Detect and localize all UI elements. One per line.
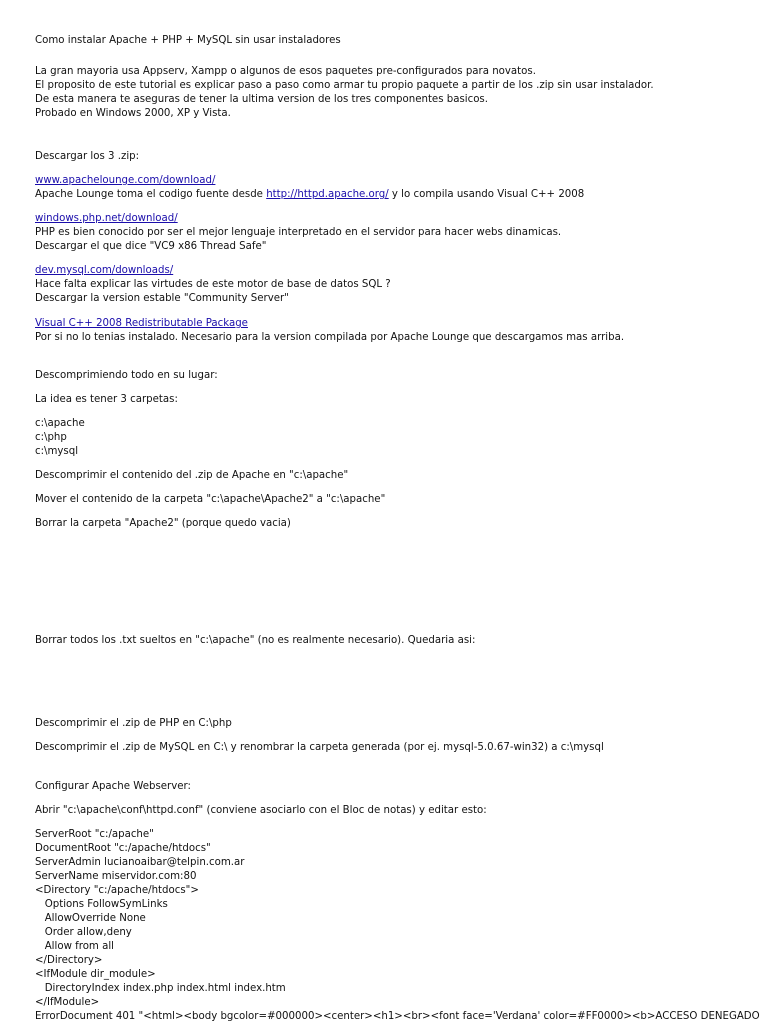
folder-mysql: c:\mysql bbox=[35, 446, 79, 457]
vc-redist-link[interactable]: Visual C++ 2008 Redistributable Package bbox=[35, 318, 248, 329]
config-line: <IfModule dir_module> bbox=[35, 969, 156, 980]
httpd-apache-link[interactable]: http://httpd.apache.org/ bbox=[266, 189, 389, 200]
config-line: DocumentRoot "c:/apache/htdocs" bbox=[35, 843, 211, 854]
unzip-step-4: Borrar todos los .txt sueltos en "c:\apache" (no es realmente necesario). Quedaria asi: bbox=[35, 635, 476, 646]
folder-php: c:\php bbox=[35, 432, 67, 443]
vc-description: Por si no lo tenias instalado. Necesario para la version compilada por Apache Lounge que descargamos mas arriba. bbox=[35, 332, 625, 343]
config-line: ServerAdmin lucianoaibar@telpin.com.ar bbox=[35, 857, 245, 868]
intro-line-3: De esta manera te aseguras de tener la ultima version de los tres componentes basicos. bbox=[35, 94, 488, 105]
php-description-1: PHP es bien conocido por ser el mejor lenguaje interpretado en el servidor para hacer webs dinamicas. bbox=[35, 227, 562, 238]
config-line: </IfModule> bbox=[35, 997, 100, 1008]
page-title: Como instalar Apache + PHP + MySQL sin usar instaladores bbox=[35, 35, 341, 46]
config-open-instruction: Abrir "c:\apache\conf\httpd.conf" (conviene asociarlo con el Bloc de notas) y editar esto: bbox=[35, 805, 487, 816]
config-heading: Configurar Apache Webserver: bbox=[35, 781, 191, 792]
apache-description bbox=[35, 188, 584, 202]
unzip-step-5: Descomprimir el .zip de PHP en C:\php bbox=[35, 718, 232, 729]
download-heading: Descargar los 3 .zip: bbox=[35, 151, 140, 162]
intro-line-1: La gran mayoria usa Appserv, Xampp o algunos de esos paquetes pre-configurados para novatos. bbox=[35, 66, 536, 77]
config-line: DirectoryIndex index.php index.html index.htm bbox=[35, 983, 286, 994]
config-line: Allow from all bbox=[35, 941, 114, 952]
apachelounge-link[interactable]: www.apachelounge.com/download/ bbox=[35, 175, 216, 186]
unzip-step-2: Mover el contenido de la carpeta "c:\apache\Apache2" a "c:\apache" bbox=[35, 494, 386, 505]
config-line: Order allow,deny bbox=[35, 927, 132, 938]
php-download-link[interactable]: windows.php.net/download/ bbox=[35, 213, 178, 224]
folder-apache: c:\apache bbox=[35, 418, 85, 429]
apache-desc-before: Apache Lounge toma el codigo fuente desde bbox=[35, 189, 267, 200]
config-line: <Directory "c:/apache/htdocs"> bbox=[35, 885, 199, 896]
intro-line-4: Probado en Windows 2000, XP y Vista. bbox=[35, 108, 231, 119]
unzip-heading: Descomprimiendo todo en su lugar: bbox=[35, 370, 218, 381]
config-line: Options FollowSymLinks bbox=[35, 899, 168, 910]
php-description-2: Descargar el que dice "VC9 x86 Thread Safe" bbox=[35, 241, 267, 252]
mysql-download-link[interactable]: dev.mysql.com/downloads/ bbox=[35, 265, 174, 276]
apache-desc-after: y lo compila usando Visual C++ 2008 bbox=[388, 189, 585, 200]
intro-line-2: El proposito de este tutorial es explicar paso a paso como armar tu propio paquete a partir de los .zip sin usar instalador. bbox=[35, 80, 654, 91]
mysql-description-1: Hace falta explicar las virtudes de este motor de base de datos SQL ? bbox=[35, 279, 391, 290]
config-line: </Directory> bbox=[35, 955, 103, 966]
config-line: AllowOverride None bbox=[35, 913, 146, 924]
unzip-step-3: Borrar la carpeta "Apache2" (porque quedo vacia) bbox=[35, 518, 291, 529]
config-line: ServerRoot "c:/apache" bbox=[35, 829, 154, 840]
config-line: ServerName miservidor.com:80 bbox=[35, 871, 197, 882]
mysql-description-2: Descargar la version estable "Community Server" bbox=[35, 293, 289, 304]
config-line: ErrorDocument 401 "<html><body bgcolor=#000000><center><h1><br><font face='Verdana' color=#FF0000><b>ACCESO DENEGADO bbox=[35, 1011, 760, 1022]
unzip-idea: La idea es tener 3 carpetas: bbox=[35, 394, 178, 405]
unzip-step-1: Descomprimir el contenido del .zip de Apache en "c:\apache" bbox=[35, 470, 349, 481]
unzip-step-6: Descomprimir el .zip de MySQL en C:\ y renombrar la carpeta generada (por ej. mysql-5.0.67-win32) a c:\mysql bbox=[35, 742, 604, 753]
